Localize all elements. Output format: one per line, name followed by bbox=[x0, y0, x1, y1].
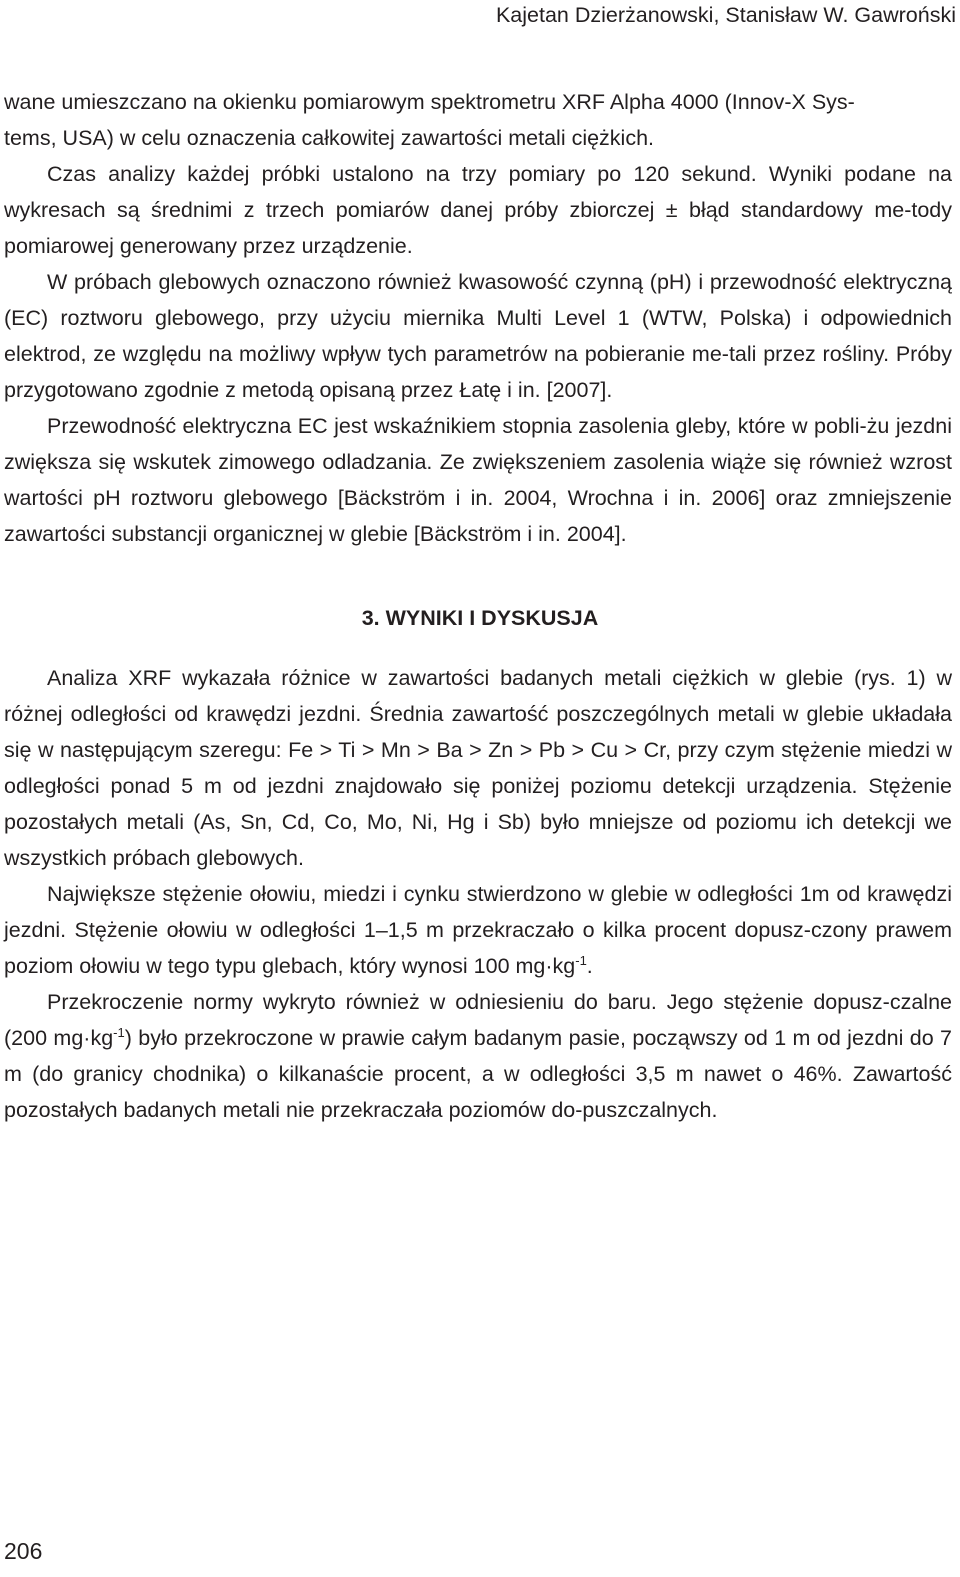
section-heading: 3. WYNIKI I DYSKUSJA bbox=[361, 606, 599, 630]
running-header: Kajetan Dzierżanowski, Stanisław W. Gawroński bbox=[495, 3, 956, 27]
results-text-block bbox=[4, 660, 952, 1128]
superscript: -1 bbox=[575, 953, 587, 968]
text-line: wane umieszczano na okienku pomiarowym spektrometru XRF Alpha 4000 (Innov-X Sys- bbox=[4, 90, 855, 114]
paragraph-soil-ph-ec: W próbach glebowych oznaczono również kwasowość czynną (pH) i przewodność elektryczną (EC) roztworu glebowego, przy użyciu miernika Multi Level 1 (WTW, Polska) i odpowiednich elektrod, ze względu na możliwy wpływ tych parametrów na pobieranie me-tali przez rośliny. Próby przygotowano zgodnie z metodą opisaną przez Łatę i in. [2007]. bbox=[4, 270, 952, 402]
paragraph-conductivity: Przewodność elektryczna EC jest wskaźnikiem stopnia zasolenia gleby, które w pobli-żu jezdni zwiększa się wskutek zimowego odladzania. Ze zwiększeniem zasolenia wiąże się również wzrost wartości pH roztworu glebowego [Bäckström i in. 2004, Wrochna i in. 2006] oraz zmniejszenie zawartości substancji organicznej w glebie [Bäckström i in. 2004]. bbox=[4, 414, 952, 546]
text-line: tems, USA) w celu oznaczenia całkowitej zawartości metali ciężkich. bbox=[4, 126, 655, 150]
paragraph-barium bbox=[4, 984, 952, 1128]
paragraph-xrf-analysis: Analiza XRF wykazała różnice w zawartości badanych metali ciężkich w glebie (rys. 1) w różnej odległości od krawędzi jezdni. Średnia zawartość poszczególnych metali w glebie układała się w następującym szeregu: Fe > Ti > Mn > Ba > Zn > Pb > Cu > Cr, przy czym stężenie miedzi w odległości ponad 5 m od jezdni znajdowało się poniżej poziomu detekcji urządzenia. Stężenie pozostałych metali (As, Sn, Cd, Co, Mo, Ni, Hg i Sb) było mniejsze od poziomu ich detekcji we wszystkich próbach glebowych. bbox=[4, 666, 952, 870]
text-span: Przekroczenie normy wykryto również w odniesieniu do baru. Jego stężenie dopusz-czalne (200 mg·kg bbox=[4, 990, 952, 1050]
page-number: 206 bbox=[4, 1538, 43, 1564]
paragraph-lead-copper-zinc bbox=[4, 876, 952, 984]
methods-text-block bbox=[4, 84, 952, 552]
paragraph-continuation bbox=[4, 84, 952, 156]
text-span: . bbox=[586, 954, 593, 978]
paragraph-analysis-time: Czas analizy każdej próbki ustalono na trzy pomiary po 120 sekund. Wyniki podane na wykresach są średnimi z trzech pomiarów danej próby zbiorczej ± błąd standardowy me-tody pomiarowej generowany przez urządzenie. bbox=[4, 162, 952, 258]
text-span: Największe stężenie ołowiu, miedzi i cynku stwierdzono w glebie w odległości 1m od krawędzi jezdni. Stężenie ołowiu w odległości 1–1,5 m przekraczało o kilka procent dopusz-czony prawem poziom ołowiu w tego typu glebach, który wynosi 100 mg·kg bbox=[4, 882, 952, 978]
superscript: -1 bbox=[113, 1025, 125, 1040]
text-span: ) było przekroczone w prawie całym badanym pasie, począwszy od 1 m od jezdni do 7 m (do granicy chodnika) o kilkanaście procent, a w odległości 3,5 m nawet o 46%. Zawartość pozostałych badanych metali nie przekraczała poziomów do-puszczalnych. bbox=[4, 1026, 952, 1122]
